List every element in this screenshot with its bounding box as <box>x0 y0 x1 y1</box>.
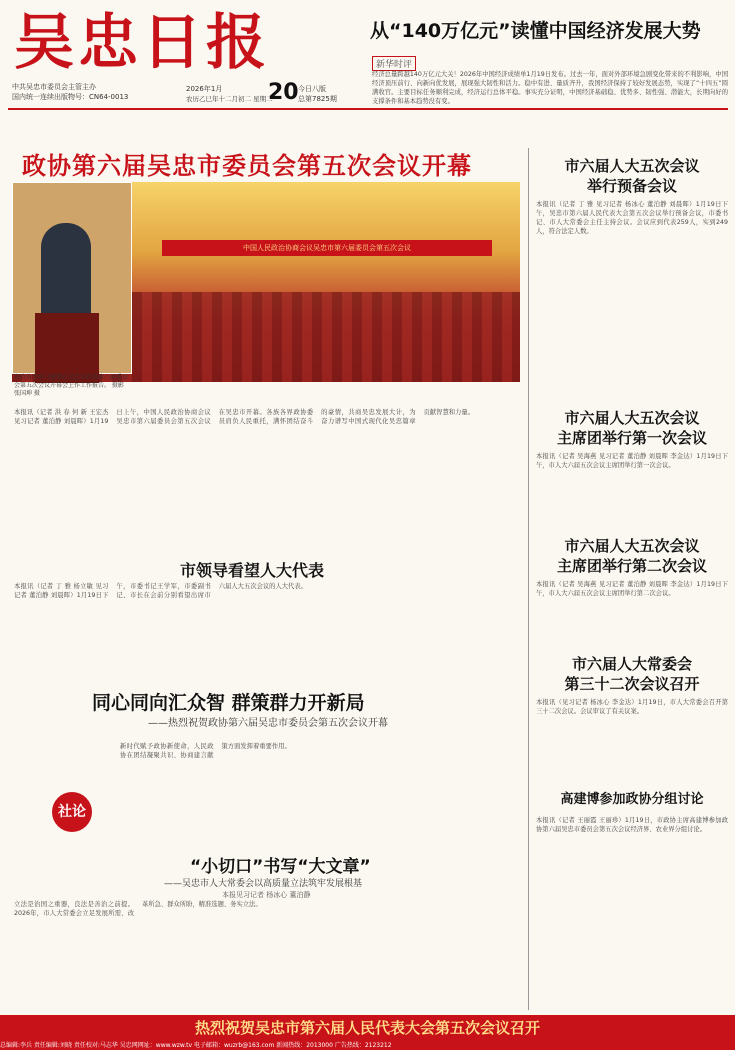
side-1-title-2: 举行预备会议 <box>586 177 677 195</box>
serial-number: 国内统一连续出版物号：CN64-0013 <box>12 93 129 101</box>
side-3-title-1: 市六届人大五次会议 <box>564 537 700 555</box>
podium <box>35 313 99 383</box>
gaojianbo-title: 高建博参加政协分组讨论 <box>560 792 704 807</box>
lead-body: 经济总量跨越140万亿元大关！2026年中国经济成绩单1月19日发布。过去一年，面对外部环境急剧变化带来的不利影响，中国经济顶压前行、向新向优发展，展现强大韧性和活力。稳中有进、量质齐升，我国经济保持了较好发展态势，实现了“十四五”圆满收官。主要目标任务顺利完成，经济运行总体平稳。事实充分证明，中国经济基础稳、优势多、韧性强、潜能大，长期向好的支撑条件和基本趋势没有变。 <box>372 71 728 105</box>
photo-caption: 市政协主席马建博在吴忠市政协第六届委员会第五次会议开幕会上作工作报告。 摄影 张国坤 摄 <box>14 374 129 397</box>
footer-info: 总编辑:李兵 责任编辑:刘晓 责任校对:马志华 吴忠网网址：www.wzw.tv 电子邮箱：wuzrb@163.com 新闻热线：2013000 广告热线：2123212 <box>0 1041 735 1050</box>
leaders-body: 本报讯（记者 丁 雅 杨立敏 见习记者 董泊静 刘晨晖）1月19日下午，市委书记王学军，市委副书记、市长在会前分别看望出席市六届人大五次会议的人大代表。 <box>14 583 307 599</box>
side-article-2 <box>536 408 728 512</box>
side-article-3 <box>536 536 728 640</box>
page-count: 今日八版 <box>298 85 326 93</box>
legislation-title: “小切口”书写“大文章” <box>190 857 371 877</box>
side-article-1 <box>536 156 728 380</box>
issue-number: 总第7825期 <box>298 95 337 103</box>
side-1-body: 本报讯（记者 丁 雅 见习记者 杨冰心 董泊静 刘晨晖）1月19日下午，吴忠市第六届人民代表大会第五次会议举行预备会议，市委书记、市人大常委会主任主持会议。会议应到代表259人，实到249人，符合法定人数。 <box>536 201 728 235</box>
editorial-body: 新时代赋予政协新使命，人民政协在团结凝聚共识、协商建言献策方面发挥着重要作用。 <box>120 743 291 759</box>
column-divider <box>528 148 529 1010</box>
legislation-subtitle: ——吴忠市人大常委会以高质量立法筑牢发展根基 <box>164 879 363 889</box>
side-4-body: 本报讯（见习记者 杨冰心 李金达）1月19日，市人大常委会召开第三十二次会议。会议审议了有关议案。 <box>536 699 728 715</box>
side-4-title-1: 市六届人大常委会 <box>571 655 692 673</box>
gaojianbo-body: 本报讯（记者 王丽霞 王丽珍）1月19日，市政协主席高建博参加政协第六届吴忠市委员会第五次会议经济界、农业界分组讨论。 <box>536 817 728 833</box>
legislation-byline: 本报见习记者 杨冰心 董泊静 <box>222 891 311 899</box>
speaker-inset <box>12 182 132 374</box>
main-article-body: 本报讯（记者 洪 春 何 新 王宏杰 见习记者 董泊静 刘晨晖）1月19日上午，中国人民政治协商会议吴忠市第六届委员会第五次会议在吴忠市开幕。各族各界政协委员肩负人民重托，满怀团结奋斗的豪情，共商吴忠发展大计，为奋力谱写中国式现代化吴忠篇章贡献智慧和力量。 <box>14 409 474 425</box>
editorial-title: 同心同向汇众智 群策群力开新局 <box>92 692 365 714</box>
side-2-title-2: 主席团举行第一次会议 <box>556 429 707 447</box>
issue-date: 2026年1月 <box>186 85 223 93</box>
side-article-5 <box>536 790 728 1016</box>
bottom-banner: 热烈祝贺吴忠市第六届人民代表大会第五次会议召开 <box>0 1015 735 1041</box>
side-4-title-2: 第三十二次会议召开 <box>564 675 700 693</box>
side-1-title-1: 市六届人大五次会议 <box>564 157 700 175</box>
lunar-date: 农历乙巳年十二月初二 星期二 <box>186 95 273 103</box>
side-2-body: 本报讯（记者 吴海燕 见习记者 董泊静 刘晨晖 李金达）1月19日下午，市人大六届五次会议主席团举行第一次会议。 <box>536 453 728 469</box>
editorial-seal-icon: 社论 <box>52 792 92 832</box>
side-article-4 <box>536 654 728 768</box>
leaders-title: 市领导看望人大代表 <box>180 561 325 580</box>
side-3-title-2: 主席团举行第二次会议 <box>556 557 707 575</box>
main-headline: 政协第六届吴忠市委员会第五次会议开幕 <box>22 152 472 180</box>
lead-title: 从“140万亿元”读懂中国经济发展大势 <box>370 20 701 42</box>
day-number: 20 <box>268 80 299 105</box>
side-2-title-1: 市六届人大五次会议 <box>564 409 700 427</box>
lead-tag: 新华时评 <box>372 56 416 71</box>
legislation-body: 立法是治国之重器，良法是善治之前提。2026年，市人大常委会立足发展所需、改革所急、群众所盼，精准选题、务实立法。 <box>14 901 262 917</box>
photo-banner: 中国人民政治协商会议吴忠市第六届委员会第五次会议 <box>162 240 492 256</box>
publisher-line: 中共吴忠市委员会主管主办 <box>12 83 96 91</box>
masthead-rule <box>8 108 728 110</box>
editorial-subtitle: ——热烈祝贺政协第六届吴忠市委员会第五次会议开幕 <box>148 718 388 729</box>
masthead-title: 吴忠日报 <box>14 8 270 78</box>
side-3-body: 本报讯（记者 吴海燕 见习记者 董泊静 刘晨晖 李金达）1月19日下午，市人大六届五次会议主席团举行第二次会议。 <box>536 581 728 597</box>
